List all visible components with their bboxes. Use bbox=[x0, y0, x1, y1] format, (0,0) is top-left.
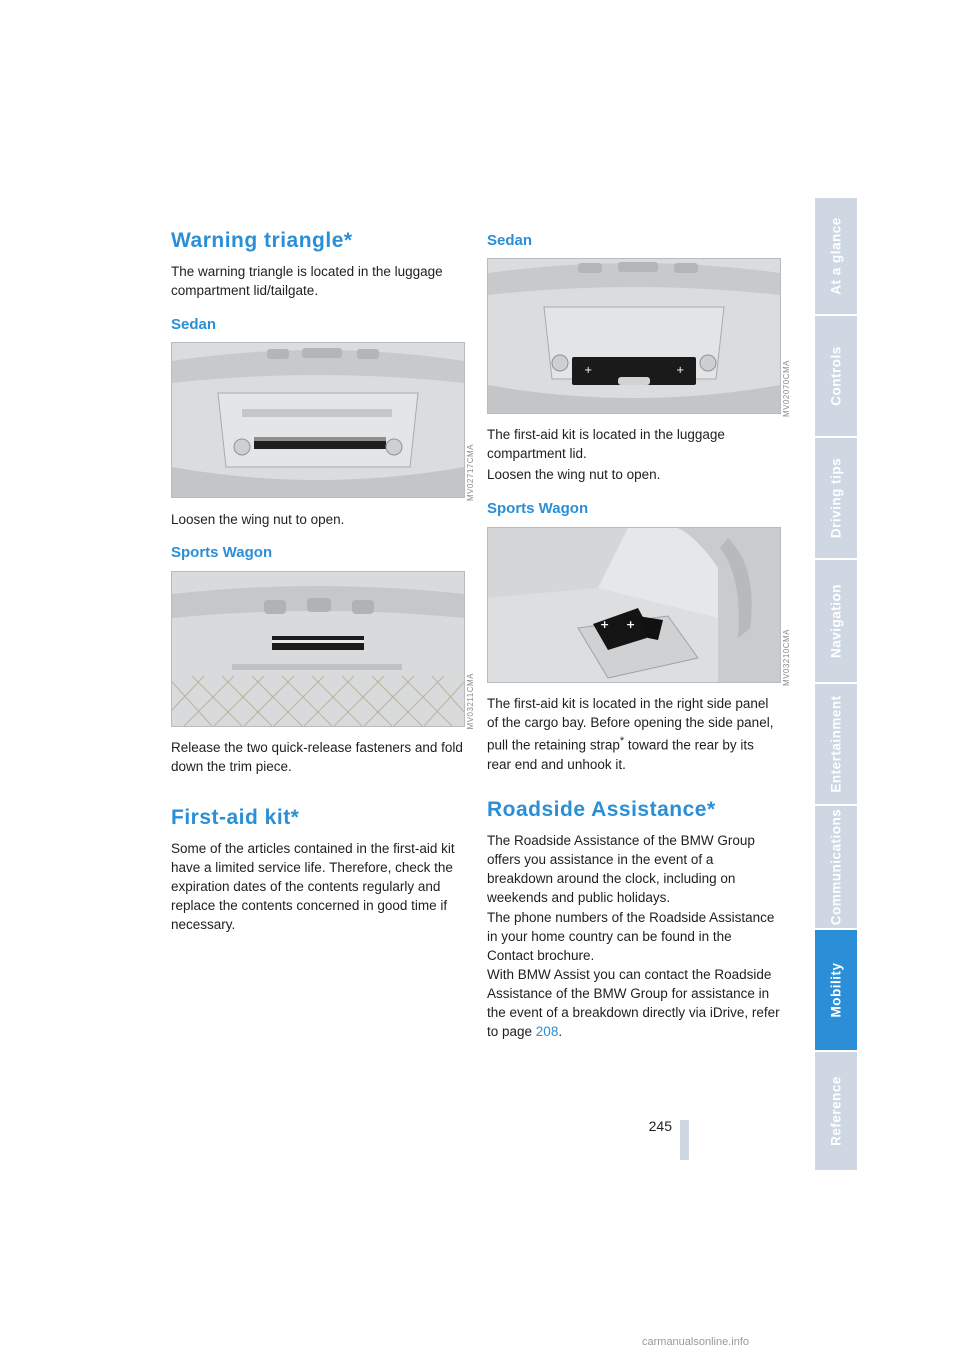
tab-at-a-glance[interactable]: At a glance bbox=[815, 198, 857, 316]
warning-triangle-intro: The warning triangle is located in the luggage compartment lid/tailgate. bbox=[171, 264, 443, 298]
first-aid-sedan-image bbox=[487, 258, 781, 414]
warning-triangle-title: Warning triangle* bbox=[171, 229, 353, 252]
figure-code: MV03210CMA bbox=[782, 629, 791, 687]
roadside-title: Roadside Assistance* bbox=[487, 798, 716, 821]
roadside-p2: The phone numbers of the Roadside Assistance in your home country can be found in the Contact brochure. bbox=[487, 910, 775, 963]
tab-reference[interactable]: Reference bbox=[815, 1052, 857, 1172]
tab-communications[interactable]: Communications bbox=[815, 806, 857, 930]
warning-wagon-text: Release the two quick-release fasteners and fold down the trim piece. bbox=[171, 740, 463, 774]
tab-entertainment[interactable]: Entertainment bbox=[815, 684, 857, 806]
first-aid-wagon-image bbox=[487, 527, 781, 683]
warning-triangle-wagon-image bbox=[171, 571, 465, 727]
first-aid-sedan-text2: Loosen the wing nut to open. bbox=[487, 467, 661, 482]
tab-driving-tips[interactable]: Driving tips bbox=[815, 438, 857, 560]
svg-text:+: + bbox=[584, 365, 593, 376]
figure-code: MV03211CMA bbox=[466, 673, 475, 730]
first-aid-title: First-aid kit* bbox=[171, 806, 300, 829]
svg-text:+: + bbox=[600, 618, 610, 631]
tab-mobility[interactable]: Mobility bbox=[815, 930, 857, 1052]
svg-text:+: + bbox=[676, 365, 685, 376]
svg-text:+: + bbox=[626, 618, 636, 631]
roadside-p1: The Roadside Assistance of the BMW Group offers you assistance in the event of a breakdown around the clock, including on weekends and public holidays. bbox=[487, 833, 755, 905]
page-marker-bar bbox=[680, 1120, 689, 1160]
tab-navigation[interactable]: Navigation bbox=[815, 560, 857, 684]
first-aid-sedan-text1: The first-aid kit is located in the luggage compartment lid. bbox=[487, 427, 725, 461]
first-aid-text: Some of the articles contained in the first-aid kit have a limited service life. Therefore, check the expiration dates of the contents regularly and replace the contents concerned in good time if necessary. bbox=[171, 841, 455, 932]
warning-wagon-heading: Sports Wagon bbox=[171, 544, 273, 561]
warning-sedan-text: Loosen the wing nut to open. bbox=[171, 512, 345, 527]
page-number: 245 bbox=[648, 1118, 672, 1134]
figure-code: MV02717CMA bbox=[466, 444, 475, 502]
warning-triangle-sedan-image bbox=[171, 342, 465, 498]
warning-sedan-heading: Sedan bbox=[171, 316, 217, 333]
roadside-p3: With BMW Assist you can contact the Roadside Assistance of the BMW Group for assistance in the event of a breakdown directly via iDrive, refer to page 208. bbox=[487, 967, 780, 1039]
figure-code: MV02070CMA bbox=[782, 360, 791, 418]
first-aid-wagon-heading: Sports Wagon bbox=[487, 500, 589, 517]
footer-watermark: carmanualsonline.info bbox=[642, 1336, 750, 1348]
chapter-tabs bbox=[815, 198, 857, 1172]
page-208-link[interactable]: 208 bbox=[535, 1024, 559, 1039]
first-aid-sedan-heading: Sedan bbox=[487, 232, 533, 249]
tab-controls[interactable]: Controls bbox=[815, 316, 857, 438]
first-aid-wagon-text: The first-aid kit is located in the right side panel of the cargo bay. Before opening the side panel, pull the retaining strap* toward the rear by its rear end and unhook it. bbox=[487, 696, 774, 772]
